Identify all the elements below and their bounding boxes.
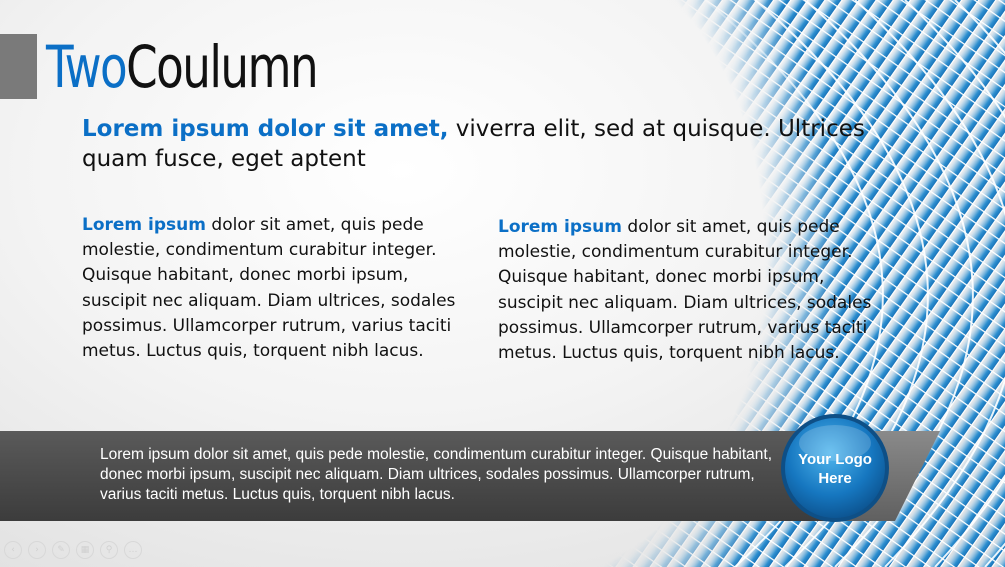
previous-slide-icon[interactable]: ‹ bbox=[4, 541, 22, 559]
banner-text: Lorem ipsum dolor sit amet, quis pede molestie, condimentum curabitur integer. Quisque habitant, donec morbi ipsum, suscipit nec aliquam. Diam ultrices, sodales possimus. Ullamcorper rutrum, varius taciti metus. Luctus quis, torquent nibh lacus. bbox=[100, 446, 773, 503]
next-slide-icon[interactable]: › bbox=[28, 541, 46, 559]
slide-subtitle bbox=[82, 114, 922, 174]
subtitle-text: viverra elit, sed at quisque. Ultrices quam fusce, eget aptent bbox=[82, 116, 865, 172]
left-column-body: dolor sit amet, quis pede molestie, condimentum curabitur integer. Quisque habitant, donec morbi ipsum, suscipit nec aliquam. Diam ultrices, sodales possimus. Ullamcorper rutrum, varius taciti metus. Luctus quis, torquent nibh lacus. bbox=[82, 215, 456, 362]
logo-line-1: Your Logo bbox=[798, 451, 872, 468]
right-column-text bbox=[498, 215, 878, 366]
logo-line-2: Here bbox=[818, 470, 852, 487]
more-options-icon[interactable]: … bbox=[124, 541, 142, 559]
zoom-icon[interactable]: ⚲ bbox=[100, 541, 118, 559]
presentation-controls bbox=[4, 541, 142, 559]
slide-title bbox=[46, 28, 317, 106]
left-column-highlight: Lorem ipsum bbox=[82, 215, 206, 235]
title-word-2: Coulumn bbox=[126, 33, 318, 101]
slides-overview-icon[interactable]: ▦ bbox=[76, 541, 94, 559]
title-accent-bar bbox=[0, 34, 37, 99]
title-word-1: Two bbox=[46, 33, 127, 101]
left-column-text bbox=[82, 213, 462, 364]
right-column-highlight: Lorem ipsum bbox=[498, 217, 622, 237]
logo-placeholder-text bbox=[780, 450, 890, 488]
pen-icon[interactable]: ✎ bbox=[52, 541, 70, 559]
subtitle-highlight: Lorem ipsum dolor sit amet, bbox=[82, 116, 449, 142]
right-column-body: dolor sit amet, quis pede molestie, condimentum curabitur integer. Quisque habitant, donec morbi ipsum, suscipit nec aliquam. Diam ultrices, sodales possimus. Ullamcorper rutrum, varius taciti metus. Luctus quis, torquent nibh lacus. bbox=[498, 217, 872, 364]
